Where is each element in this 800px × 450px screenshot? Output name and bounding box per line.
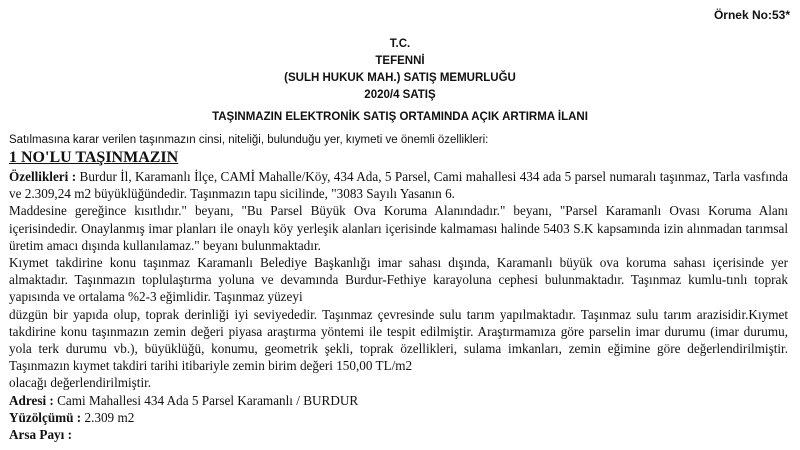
address-line: [9, 392, 788, 409]
share-line: [9, 426, 788, 443]
area-label: Yüzölçümü :: [9, 409, 82, 425]
area-value: 2.309 m2: [81, 409, 135, 425]
valuation-paragraph-2: düzgün bir yapıda olup, toprak derinliği iyi seviyededir. Taşınmaz çevresinde sulu tarım yapılmaktadır. Taşınmaz sulu tarım arazisidir.Kıymet takdirine konu taşınmazın zemin değeri piyasa araştırma yöntemi ile tespit edilmiştir. Araştırmamıza göre parselin imar durumu (imar durumu, yola terk durumu vb.), büyüklüğü, konumu, geometrik şekli, toprak özellikleri, sulama imkanları, zemin eğimine göre değerlendirilmiştir. Taşınmazın kıymet takdiri tarihi itibariyle zemin birim değeri 150,00 TL/m2: [9, 306, 788, 374]
sample-number: Örnek No:53*: [713, 8, 790, 22]
announcement-title: TAŞINMAZIN ELEKTRONİK SATIŞ ORTAMINDA AÇIK ARTIRMA İLANI: [212, 111, 588, 123]
intro-text: Satılmasına karar verilen taşınmazın cinsi, niteliği, bulunduğu yer, kıymeti ve önemli özellikleri:: [9, 134, 489, 146]
header-office: (SULH HUKUK MAH.) SATIŞ MEMURLUĞU: [284, 72, 516, 84]
valuation-paragraph-1: Kıymet takdirine konu taşınmaz Karamanlı Belediye Başkanlığı imar sahası dışında, Karamanlı büyük ova koruma sahası içerisinde yer almaktadır. Taşınmazın toplulaştırma yoluna ve devamında Burdur-Fethiye karayoluna cephesi bulunmaktadır. Taşınmaz kumlu-tınlı toprak yapısında ve ortalama %2-3 eğimlidir. Taşınmaz yüzeyi: [9, 255, 788, 305]
header-file-number: 2020/4 SATIŞ: [364, 89, 436, 101]
document-header: [0, 36, 800, 104]
restrictions-paragraph: Maddesine gereğince kısıtlıdır." beyanı, "Bu Parsel Büyük Ova Koruma Alanındadır." beyanı, "Parsel Karamanlı Ovası Koruma Alanı içerisindedir. Onaylanmış imar planları ile onaylı köy yerleşik alanları içerisinde kalmaması halinde 5403 S.K kapsamında izin alınmadan tarımsal üretim amacı dışında kullanılamaz." beyanı bulunmaktadır.: [9, 203, 788, 253]
address-value: Cami Mahallesi 434 Ada 5 Parsel Karamanlı / BURDUR: [53, 392, 359, 408]
valuation-paragraph-3: olacağı değerlendirilmiştir.: [9, 375, 152, 391]
header-district: TEFENNİ: [375, 55, 425, 67]
share-label: Arsa Payı :: [9, 427, 72, 443]
header-country: T.C.: [389, 38, 411, 50]
features-text: Burdur İl, Karamanlı İlçe, CAMİ Mahalle/Köy, 434 Ada, 5 Parsel, Cami mahallesi 434 ada 5 parsel numaralı taşınmaz, Tarla vasfında ve 2.309,24 m2 büyüklüğündedir. Taşınmazın tapu sicilinde, "3083 Sayılı Yasanın 6.: [9, 169, 789, 202]
property-section-title: 1 NO'LU TAŞINMAZIN: [9, 149, 179, 166]
address-label: Adresi :: [9, 392, 54, 408]
features-label: Özellikleri :: [9, 169, 77, 184]
area-line: [9, 409, 788, 426]
features-paragraph: [9, 168, 788, 202]
property-details: [9, 168, 788, 443]
